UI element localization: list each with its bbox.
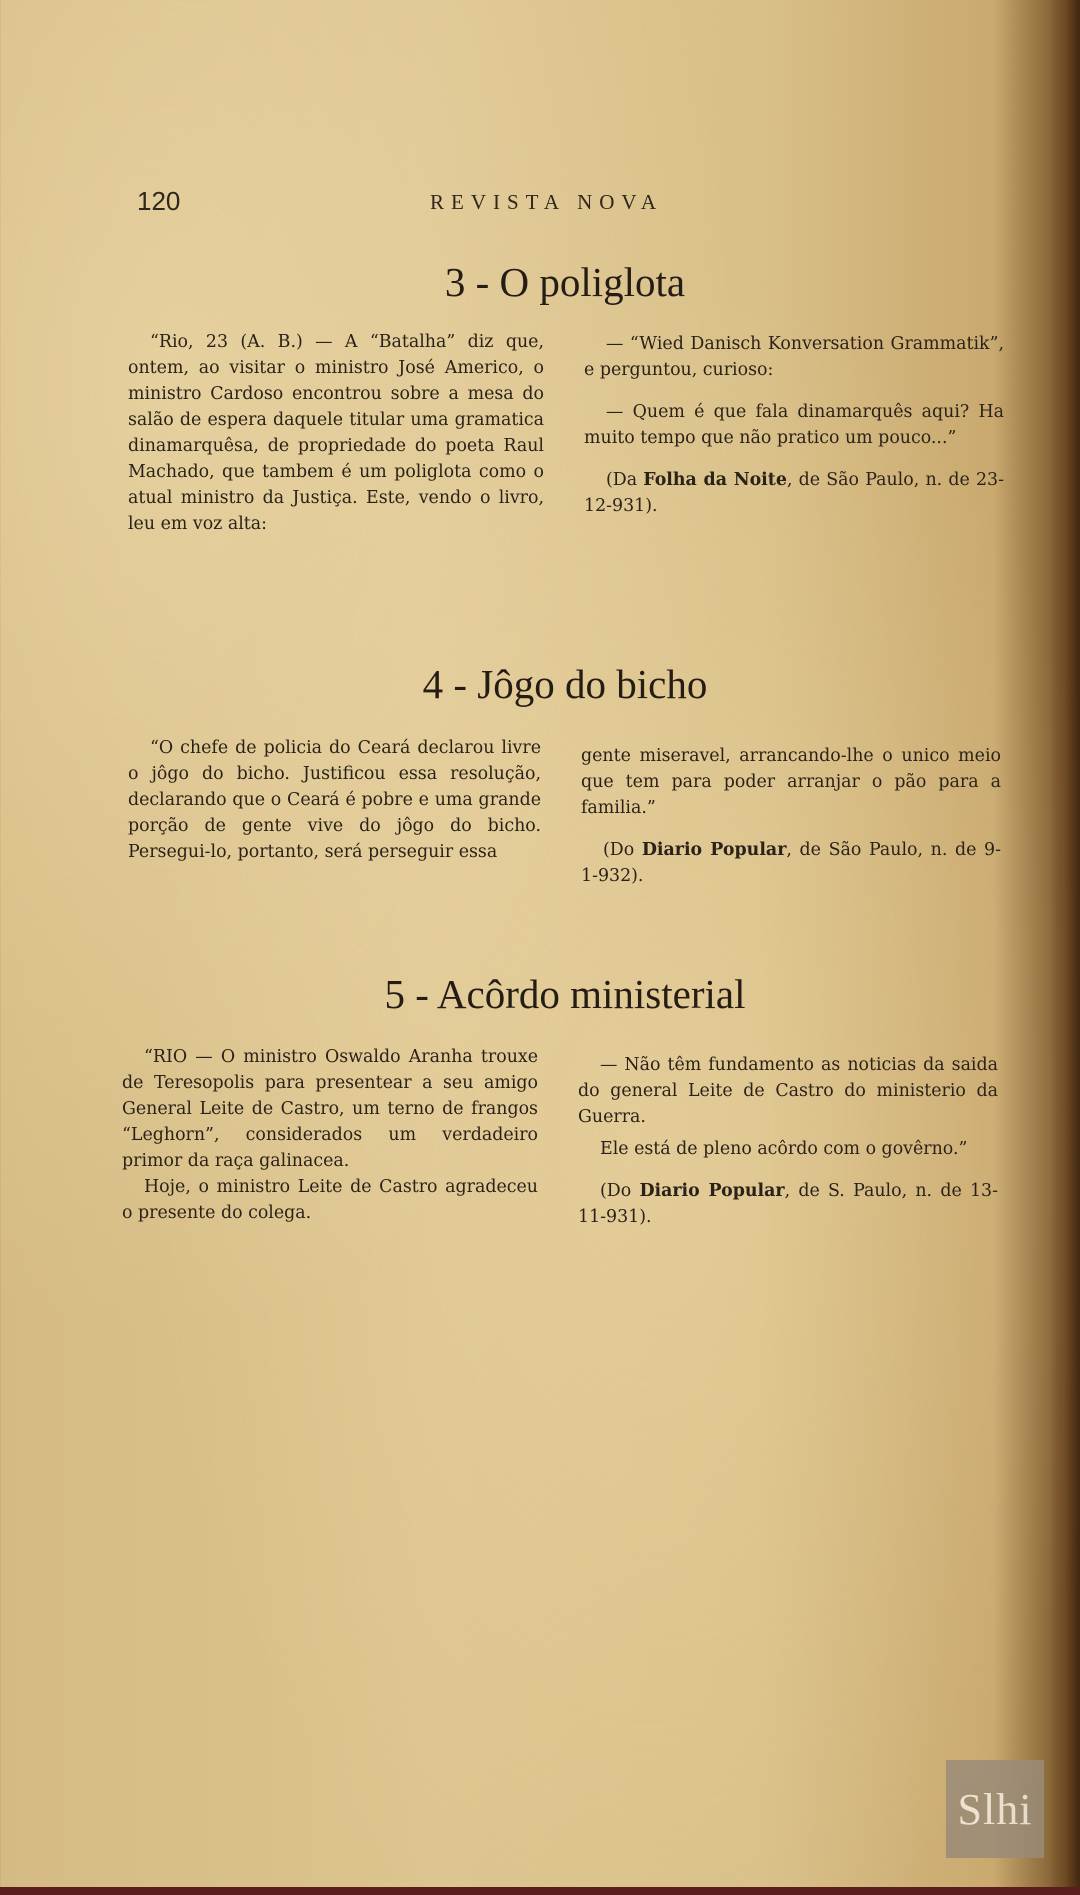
poliglota-paragraph-2: — “Wied Danisch Konversation Grammatik”, e perguntou, curioso: [584,334,1004,380]
acordo-source: (Do Diario Popular, de S. Paulo, n. de 13-11-931). [578,1181,998,1227]
poliglota-paragraph-3: — Quem é que fala dinamarquês aqui? Ha muito tempo que não pratico um pouco...” [584,402,1004,448]
section-title-jogo-do-bicho: 4 - Jôgo do bicho [422,661,708,707]
acordo-paragraph-1: “RIO — O ministro Oswaldo Aranha trouxe de Teresopolis para presentear a seu amigo General Leite de Castro, um terno de frangos “Leghorn”, considerados um verdadeiro primor da raça galinacea. [122,1047,538,1171]
jogo-left-column [128,735,541,865]
jogo-paragraph-1: “O chefe de policia do Ceará declarou livre o jôgo do bicho. Justificou essa resolução, declarando que o Ceará é pobre e uma grande porção de gente vive do jôgo do bicho. Persegui-lo, portanto, será perseguir essa [128,738,541,862]
acordo-paragraph-2: Hoje, o ministro Leite de Castro agradeceu o presente do colega. [122,1177,538,1223]
page-bottom-edge [0,1887,1080,1895]
poliglota-left-column [128,329,544,537]
section-title-acordo-ministerial: 5 - Acôrdo ministerial [384,971,746,1017]
section-title-poliglota: 3 - O poliglota [444,259,686,305]
acordo-paragraph-3: — Não têm fundamento as noticias da saida do general Leite de Castro do ministerio da Guerra. [578,1055,998,1127]
running-head: REVISTA NOVA [430,190,664,214]
acordo-right-column [578,1052,998,1230]
poliglota-source: (Da Folha da Noite, de São Paulo, n. de 23-12-931). [584,470,1004,516]
jogo-right-column [581,743,1001,889]
acordo-paragraph-4: Ele está de pleno acôrdo com o govêrno.” [600,1139,968,1159]
jogo-source: (Do Diario Popular, de São Paulo, n. de 9-1-932). [581,840,1001,886]
watermark-logo [946,1760,1044,1858]
acordo-left-column [122,1044,538,1226]
watermark-logo-text: Slhi [957,1784,1033,1834]
jogo-paragraph-2: gente miseravel, arrancando-lhe o unico meio que tem para poder arranjar o pão para a familia.” [581,746,1001,818]
poliglota-paragraph-1: “Rio, 23 (A. B.) — A “Batalha” diz que, ontem, ao visitar o ministro José Americo, o ministro Cardoso encontrou sobre a mesa do salão de espera daquele titular uma gramatica dinamarquêsa, de propriedade do poeta Raul Machado, que tambem é um poliglota como o atual ministro da Justiça. Este, vendo o livro, leu em voz alta: [128,332,544,534]
poliglota-right-column [584,331,1004,519]
page-number: 120 [137,186,181,216]
